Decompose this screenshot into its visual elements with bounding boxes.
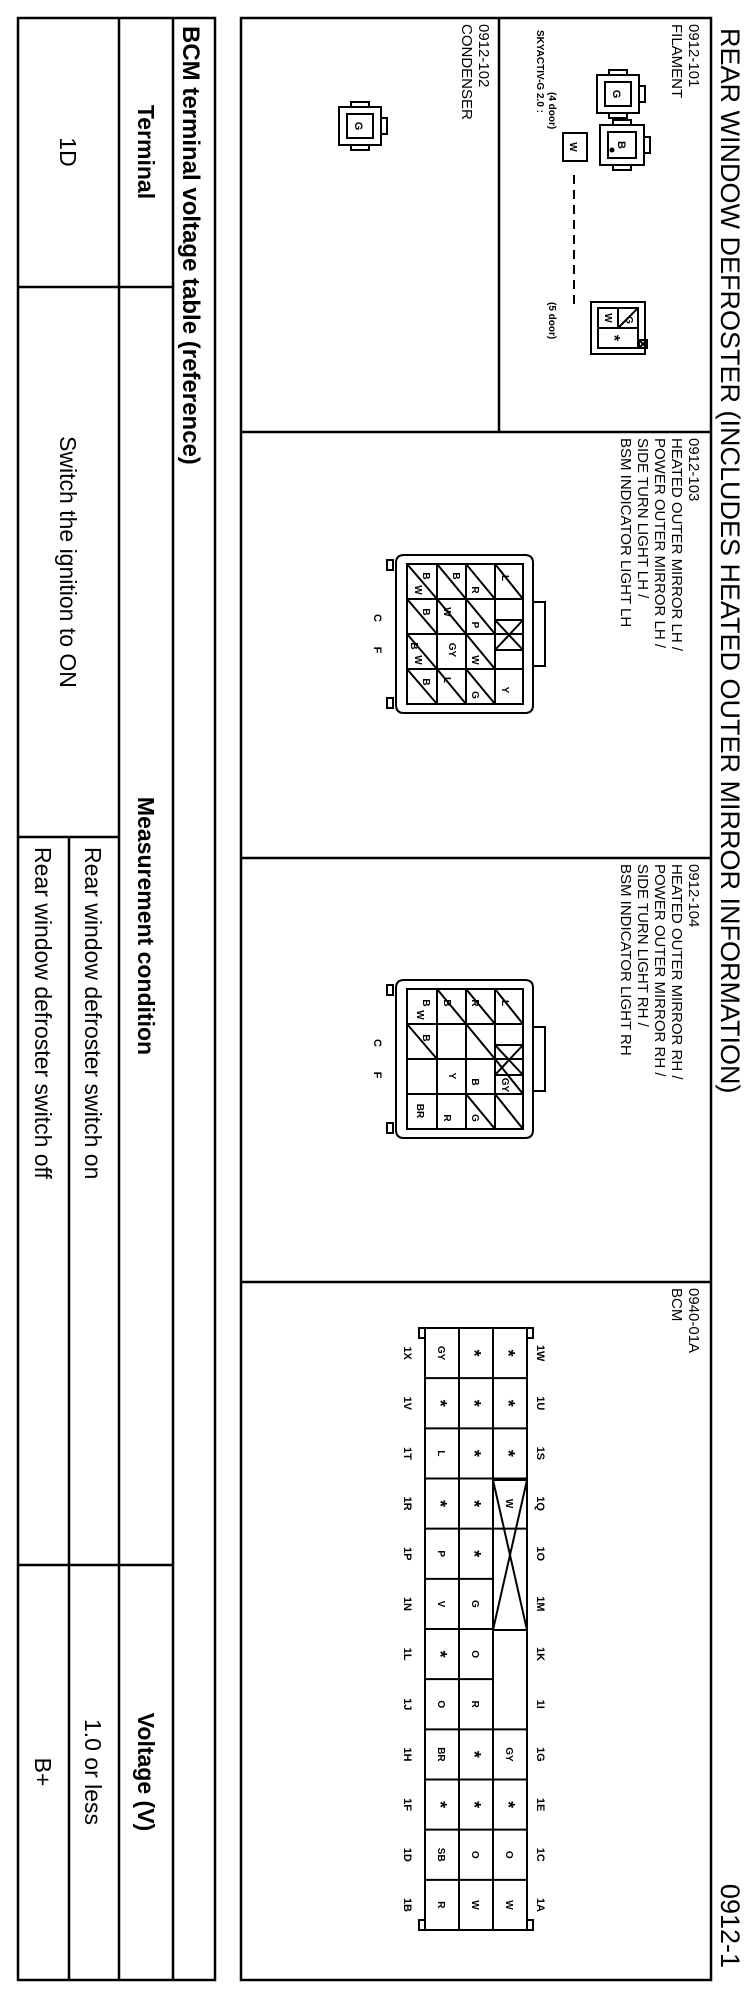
bcm-terminal-label: 1W <box>534 1344 546 1362</box>
bcm-terminal-label: 1A <box>534 1897 546 1912</box>
bcm-terminal-label: 1V <box>401 1396 413 1410</box>
bcm-terminal-label: 1B <box>401 1897 413 1912</box>
connector-mirror-lh <box>371 438 702 713</box>
bcm-pin-color: W <box>503 1900 514 1910</box>
bcm-terminal-label: 1E <box>534 1797 546 1812</box>
mirror-rh-line-3: SIDE TURN LIGHT RH / <box>634 864 651 1027</box>
bcm-pin-color: * <box>464 1500 484 1508</box>
bcm-terminal-label: 1S <box>534 1446 546 1461</box>
bcm-terminal-label: 1H <box>401 1747 413 1762</box>
sub-condition-cell: Rear window defroster switch on <box>80 847 106 1180</box>
mirror-lh-pin: W <box>469 655 480 665</box>
mirror-lh-line-3: SIDE TURN LIGHT LH / <box>634 438 651 599</box>
bcm-pin-color: SB <box>435 1847 446 1862</box>
bcm-pin-color: GY <box>435 1345 446 1361</box>
bcm-pin-color: * <box>498 1449 518 1457</box>
mirror-lh-pin: B <box>450 572 461 580</box>
mirror-rh-line-4: BSM INDICATOR LIGHT RH <box>617 864 634 1056</box>
bcm-terminal-label: 1J <box>401 1698 413 1711</box>
mirror-rh-pin: W <box>414 1010 425 1020</box>
filament-g-pin: G <box>610 89 622 99</box>
bcm-terminal-label: 1U <box>534 1396 546 1411</box>
mirror-lh-pin: W <box>441 607 452 617</box>
mirror-lh-pin: B <box>420 572 431 580</box>
mirror-rh-pin: Y <box>446 1072 457 1080</box>
mirror-rh-pin: BR <box>414 1103 425 1119</box>
bcm-pin-color: G <box>469 1600 480 1608</box>
bcm-pin-color: R <box>435 1901 446 1909</box>
mirror-lh-line-2: POWER OUTER MIRROR LH / <box>651 438 668 649</box>
five-door-label: (5 door) <box>546 302 557 340</box>
bcm-terminal-label: 1K <box>534 1647 546 1662</box>
table-title: BCM terminal voltage table (reference) <box>177 26 204 465</box>
mirror-rh-line-1: HEATED OUTER MIRROR RH / <box>668 864 685 1080</box>
voltage-cell: B+ <box>30 1757 56 1787</box>
bcm-pin-color: BR <box>435 1747 446 1762</box>
bcm-pin-color: O <box>503 1850 514 1859</box>
header-measurement: Measurement condition <box>133 796 159 1056</box>
condition-cell: Switch the ignition to ON <box>55 436 81 688</box>
bcm-pin-color: * <box>464 1750 484 1758</box>
mirror-rh-pin: L <box>499 999 510 1007</box>
page-id: 0912-1 <box>715 1883 745 1968</box>
mirror-lh-pin: B <box>420 678 431 686</box>
page-title: REAR WINDOW DEFROSTER (INCLUDES HEATED OUTER MIRROR INFORMATION) <box>715 28 745 1094</box>
filament-b-pin: B <box>615 141 627 149</box>
mirror-rh-line-2: POWER OUTER MIRROR RH / <box>651 864 668 1077</box>
bcm-terminal-label: 1G <box>534 1747 546 1762</box>
bcm-pin-color: P <box>435 1550 446 1558</box>
five-door-w-pin: W <box>602 313 613 323</box>
mirror-lh-foot-c: C <box>371 614 383 622</box>
five-door-g-pin: G <box>623 316 634 324</box>
bcm-pin-color: * <box>430 1500 450 1508</box>
filament-w-label: W <box>567 142 578 152</box>
bcm-terminal-label: 1M <box>534 1596 546 1612</box>
bcm-name: BCM <box>668 1288 685 1322</box>
bcm-terminal-label: 1R <box>401 1496 413 1511</box>
mirror-rh-pin: B <box>420 999 431 1007</box>
bcm-terminal-label: 1C <box>534 1847 546 1862</box>
mirror-lh-code: 0912-103 <box>685 438 702 502</box>
bcm-code: 0940-01A <box>685 1288 702 1354</box>
mirror-lh-pin: P <box>469 621 480 629</box>
mirror-rh-pin: G <box>469 1114 480 1122</box>
filament-name: FILAMENT <box>668 24 685 99</box>
mirror-rh-housing <box>387 980 545 1138</box>
bcm-pin-color: O <box>435 1700 446 1709</box>
bcm-terminal-label: 1O <box>534 1546 546 1562</box>
bcm-pin-color: * <box>430 1650 450 1658</box>
mirror-lh-line-1: HEATED OUTER MIRROR LH / <box>668 438 685 652</box>
bcm-pin-color: * <box>464 1801 484 1809</box>
bcm-pin-color: O <box>469 1650 480 1658</box>
mirror-lh-pin: B <box>420 608 431 616</box>
filament-pin-dot <box>610 148 615 153</box>
bcm-terminal-label: 1Q <box>534 1496 546 1511</box>
mirror-rh-code: 0912-104 <box>685 864 702 928</box>
sub-condition-cell: Rear window defroster switch off <box>30 847 56 1179</box>
mirror-lh-pin: L <box>499 574 510 582</box>
bcm-pin-color: V <box>435 1600 446 1608</box>
bcm-terminal-label: 1X <box>401 1346 413 1360</box>
mirror-rh-pin: R <box>441 1114 452 1122</box>
connector-bcm <box>401 1288 702 1930</box>
bcm-pin-color: * <box>464 1449 484 1457</box>
mirror-lh-line-4: BSM INDICATOR LIGHT LH <box>617 438 634 628</box>
five-door-star: * <box>605 334 622 342</box>
mirror-lh-foot-f: F <box>371 646 383 654</box>
header-terminal: Terminal <box>133 104 159 200</box>
connector-filament <box>534 24 702 354</box>
bcm-pin-color: W <box>469 1900 480 1910</box>
voltage-cell: 1.0 or less <box>80 1718 106 1826</box>
bcm-terminal-label: 1D <box>401 1847 413 1862</box>
mirror-rh-pin: GY <box>499 1077 510 1093</box>
rotated-canvas <box>18 18 745 1980</box>
mirror-rh-pin: B <box>441 999 452 1007</box>
mirror-rh-foot-f: F <box>371 1071 383 1079</box>
bcm-pin-color: GY <box>503 1747 514 1762</box>
mirror-rh-pin: B <box>420 1034 431 1042</box>
bcm-pin-color: * <box>464 1349 484 1357</box>
connector-condenser <box>339 24 492 150</box>
bcm-terminal-label: 1P <box>401 1547 413 1561</box>
bcm-pin-color: * <box>430 1801 450 1809</box>
bcm-voltage-table <box>18 18 215 1980</box>
mirror-lh-pin: L <box>441 676 452 684</box>
bcm-pin-color: O <box>469 1850 480 1859</box>
four-door-label: (4 door) <box>546 92 557 130</box>
bcm-pin-color: * <box>464 1399 484 1407</box>
condenser-name: CONDENSER <box>458 24 475 120</box>
bcm-pin-color: * <box>498 1399 518 1407</box>
bcm-terminal-label: 1F <box>401 1798 413 1812</box>
skyactiv-label: SKYACTIV-G 2.0 : <box>534 30 545 113</box>
mirror-lh-pin: W <box>412 585 423 595</box>
terminal-cell: 1D <box>55 137 81 167</box>
mirror-lh-housing <box>387 555 545 713</box>
bcm-terminal-label: 1T <box>401 1446 413 1460</box>
condenser-g-pin: G <box>352 121 364 131</box>
condenser-code: 0912-102 <box>475 24 492 88</box>
connector-mirror-rh <box>371 864 702 1138</box>
mirror-lh-pin: GY <box>446 642 457 658</box>
mirror-rh-foot-c: C <box>371 1039 383 1047</box>
header-voltage: Voltage (V) <box>133 1712 159 1832</box>
mirror-rh-pin: R <box>469 999 480 1007</box>
bcm-terminal-label: 1I <box>534 1699 546 1709</box>
bcm-pin-color: * <box>498 1801 518 1809</box>
bcm-pin-color: W <box>503 1498 514 1509</box>
bcm-pin-color: * <box>430 1399 450 1407</box>
bcm-terminal-label: 1N <box>401 1596 413 1611</box>
mirror-lh-pin: G <box>469 691 480 699</box>
bcm-cell-grid <box>425 1346 527 1910</box>
mirror-lh-pin: W <box>412 655 423 665</box>
mirror-rh-pin: B <box>469 1078 480 1086</box>
bcm-pin-color: * <box>464 1550 484 1558</box>
bcm-pin-color: * <box>498 1349 518 1357</box>
bcm-pin-color: R <box>469 1700 480 1708</box>
filament-code: 0912-101 <box>685 24 702 88</box>
bcm-terminal-label: 1L <box>401 1647 413 1661</box>
mirror-lh-pin: Y <box>499 686 510 694</box>
filament-five-door-connector <box>591 302 647 354</box>
mirror-lh-pin: R <box>469 586 480 594</box>
mirror-lh-pin: B <box>408 642 419 650</box>
bcm-pin-color: L <box>435 1450 446 1457</box>
